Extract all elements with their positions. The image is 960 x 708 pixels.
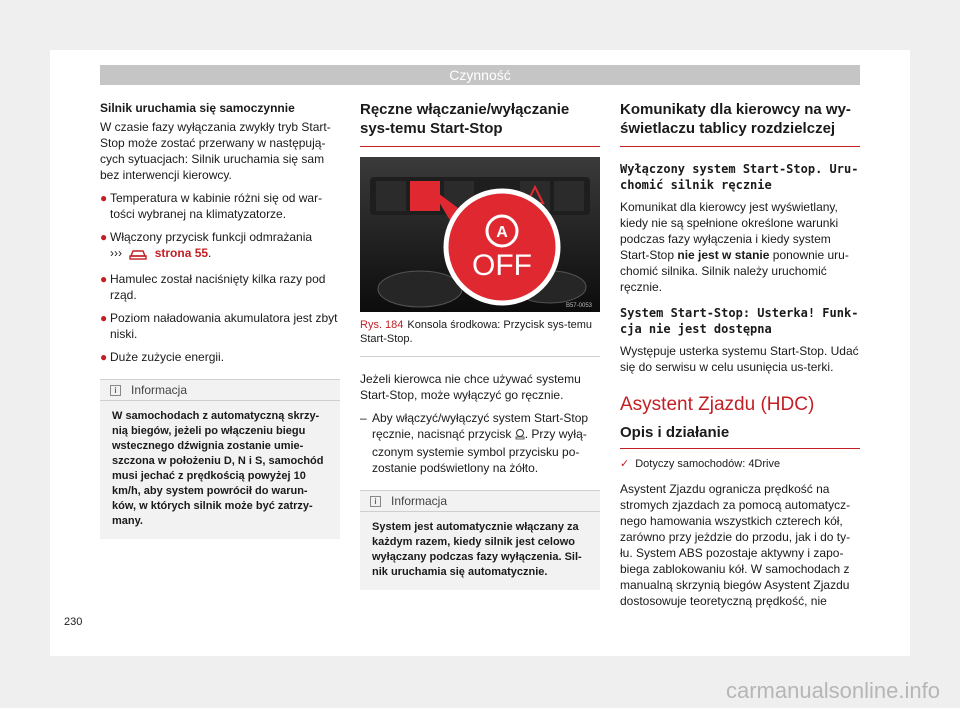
section-title: Komunikaty dla kierowcy na wy-świetlaczu tablicy rozdzielczej xyxy=(620,100,860,147)
bullet-icon: ● xyxy=(100,311,108,325)
section-heading: Silnik uruchamia się samoczynnie xyxy=(100,101,295,115)
info-header xyxy=(100,380,340,401)
column-2 xyxy=(360,100,600,590)
figure-caption: Rys. 184 Konsola środkowa: Przycisk sys-temu Start-Stop. xyxy=(360,319,593,345)
paragraph: Jeżeli kierowca nie chce używać systemu Start-Stop, może wyłączyć go ręcznie. xyxy=(360,372,581,402)
bullet-icon: ● xyxy=(100,350,108,364)
bullet-item: ● Włączony przycisk funkcji odmrażania ››› strona 55. xyxy=(100,229,340,264)
applies-to: ✓ Dotyczy samochodów: 4Drive xyxy=(620,458,781,470)
console-figure xyxy=(360,157,600,312)
paragraph: Występuje usterka systemu Start-Stop. Udać się do serwisu w celu usunięcia us-terki. xyxy=(620,344,859,374)
info-header xyxy=(360,491,600,512)
column-1 xyxy=(100,100,340,539)
page-ref-arrow: ››› xyxy=(110,246,122,260)
intro-paragraph: W czasie fazy wyłączania zwykły tryb Start-Stop może zostać przerwany w następują-cych sytuacjach: Silnik uruchamia się sam bez interwencji kierowcy. xyxy=(100,120,331,182)
page-ref-link[interactable]: strona 55 xyxy=(154,246,209,260)
bullet-item: ● Temperatura w kabinie różni się od war-tości wybranej na klimatyzatorze. xyxy=(100,191,323,221)
info-text: W samochodach z automatyczną skrzy-nią biegów, jeżeli po włączeniu biegu wstecznego dźwignia zostanie umie-szczona w położeniu D, N i S, samochód musi jechać z prędkością powyżej 10 km/h, aby system powrócił do warun-ków, w których silnik może być zatrzy-many. xyxy=(112,410,324,527)
info-icon: i xyxy=(370,496,381,507)
info-box xyxy=(100,379,340,539)
paragraph: Asystent Zjazdu ogranicza prędkość na stromych zjazdach za pomocą automatycz-nego hamowania wszystkich czterech kół, zarówno przy jeżdzie do przodu, jak i do ty-łu. System ABS pozostaje aktywny i zapo-biega zablokowaniu kół. W samochodach z manualną skrzynią biegów Asystent Zjazdu dostosowuje teoretyczną prędkość, nie xyxy=(620,482,851,608)
page-number: 230 xyxy=(64,616,83,628)
column-3 xyxy=(620,100,860,616)
figure-code: B57-0053 xyxy=(565,303,592,309)
warning-car-icon xyxy=(129,247,147,264)
header-bar: Czynność xyxy=(100,65,860,85)
bullet-item: ● Duże zużycie energii. xyxy=(100,350,225,364)
info-label: Informacja xyxy=(391,494,448,508)
figure-off-label: OFF xyxy=(472,249,532,282)
paragraph: Komunikat dla kierowcy jest wyświetlany, kiedy nie są spełnione określone warunki podczas fazy wyłączenia i kiedy system Start-Stop nie jest w stanie ponownie uru-chomić silnika. Silnik należy uruchomić ręcznie. xyxy=(620,200,849,294)
info-text: System jest automatycznie włączany za każdym razem, kiedy silnik jest celowo wyłączany podczas fazy wyłączenia. Sil-nik uruchamia się automatycznie. xyxy=(372,521,582,578)
section-title: Ręczne włączanie/wyłączanie sys-temu Start-Stop xyxy=(360,100,600,147)
bullet-icon: ● xyxy=(100,272,108,286)
message-title: Wyłączony system Start-Stop. Uru-chomić silnik ręcznie xyxy=(620,162,859,192)
start-stop-button-icon xyxy=(515,428,525,444)
bullet-icon: ● xyxy=(100,191,108,205)
info-box xyxy=(360,490,600,590)
chapter-title: Asystent Zjazdu (HDC) xyxy=(620,394,815,415)
message-title: System Start-Stop: Usterka! Funk-cja nie jest dostępna xyxy=(620,306,859,336)
check-icon: ✓ xyxy=(620,458,630,470)
bullet-item: ● Hamulec został naciśnięty kilka razy pod rząd. xyxy=(100,272,326,302)
svg-text:A: A xyxy=(496,224,508,241)
dash-item: – Aby włączyć/wyłączyć system Start-Stop ręcznie, nacisnąć przycisk . Przy wyłą-czonym systemie symbol przycisku po-zostanie podświetlony na żółto. xyxy=(360,411,589,475)
bullet-item: ● Poziom naładowania akumulatora jest zbyt niski. xyxy=(100,311,338,341)
bullet-icon: ● xyxy=(100,230,108,244)
subsection-title: Opis i działanie xyxy=(620,423,860,449)
divider xyxy=(360,356,600,357)
info-icon: i xyxy=(110,385,121,396)
watermark: carmanualsonline.info xyxy=(725,678,940,703)
info-label: Informacja xyxy=(131,383,188,397)
